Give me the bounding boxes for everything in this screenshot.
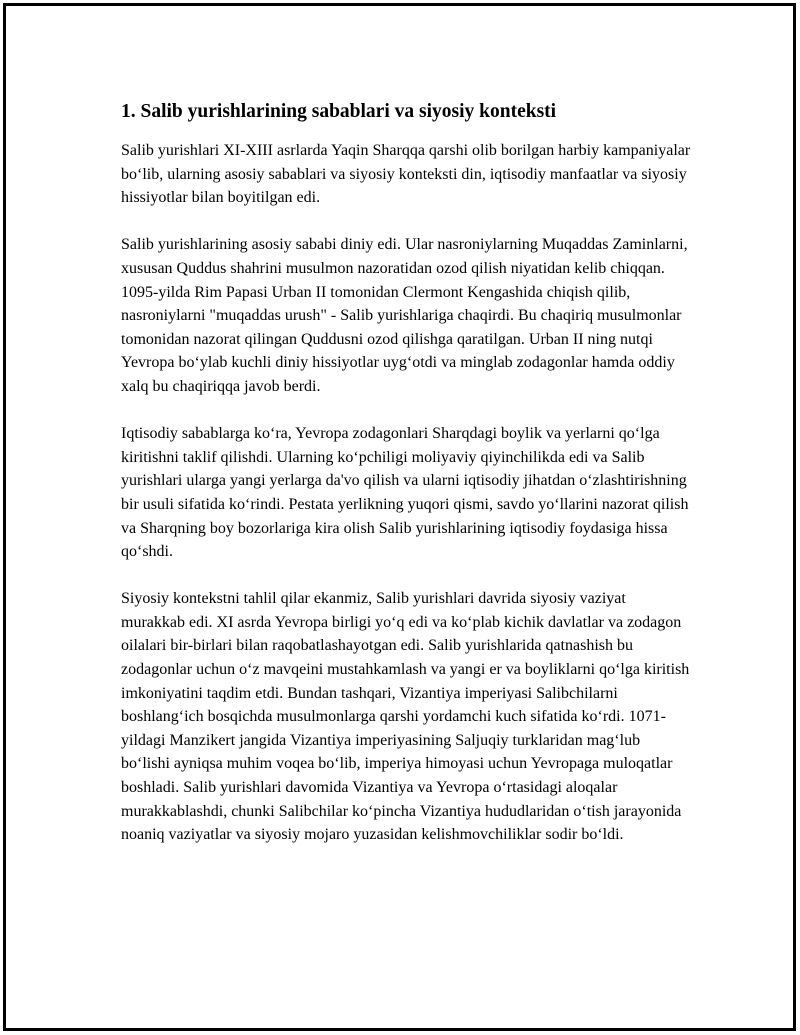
paragraph-political-context: Siyosiy kontekstni tahlil qilar ekanmiz, Salib yurishlari davrida siyosiy vaziyat murakkab edi. XI asrda Yevropa birligi yo‘q edi va ko‘plab kichik davlatlar va zodagon oilalari bir-birlari bilan raqobatlashayotgan edi. Salib yurishlarida qatnashish bu zodagonlar uchun o‘z mavqeini mustahkamlash va yangi er va boyliklarni qo‘lga kiritish imkoniyatini taqdim etdi. Bundan tashqari, Vizantiya imperiyasi Salibchilarni boshlang‘ich bosqichda musulmonlarga qarshi yordamchi kuch sifatida ko‘rdi. 1071-yildagi Manzikert jangida Vizantiya imperiyasining Saljuqiy turklaridan mag‘lub bo‘lishi ayniqsa muhim voqea bo‘lib, imperiya himoyasi uchun Yevropaga muloqatlar boshladi. Salib yurishlari davomida Vizantiya va Yevropa o‘rtasidagi aloqalar murakkablashdi, chunki Salibchilar ko‘pincha Vizantiya hududlaridan o‘tish jarayonida noaniq vaziyatlar va siyosiy mojaro yuzasidan kelishmovchiliklar sodir bo‘ldi. — [121, 590, 690, 844]
document-body — [121, 99, 691, 870]
paragraph-intro: Salib yurishlari XI-XIII asrlarda Yaqin Sharqqa qarshi olib borilgan harbiy kampaniyalar bo‘lib, ularning asosiy sabablari va siyosiy konteksti din, iqtisodiy manfaatlar va siyosiy hissiyotlar bilan boyitilgan edi. — [121, 142, 691, 207]
page-frame — [3, 3, 796, 1031]
section-heading: 1. Salib yurishlarining sabablari va siyosiy konteksti — [121, 101, 557, 122]
paragraph-economic-causes: Iqtisodiy sabablarga ko‘ra, Yevropa zodagonlari Sharqdagi boylik va yerlarni qo‘lga kiritishni taklif qilishdi. Ularning ko‘pchiligi moliyaviy qiyinchilikda edi va Salib yurishlari ularga yangi yerlarga da'vo qilish va ularni iqtisodiy jihatdan o‘zlashtirishning bir usuli sifatida ko‘rindi. Pestata yerlikning yuqori qismi, savdo yo‘llarini nazorat qilish va Sharqning boy bozorlariga kira olish Salib yurishlarining iqtisodiy foydasiga hissa qo‘shdi. — [121, 425, 689, 561]
paragraph-religious-causes: Salib yurishlarining asosiy sababi diniy edi. Ular nasroniylarning Muqaddas Zaminlarni, xususan Quddus shahrini musulmon nazoratidan ozod qilish niyatidan kelib chiqqan. 1095-yilda Rim Papasi Urban II tomonidan Clermont Kengashida chiqish qilib, nasroniylarni "muqaddas urush" - Salib yurishlariga chaqirdi. Bu chaqiriq musulmonlar tomonidan nazorat qilingan Quddusni ozod qilishga qaratilgan. Urban II ning nutqi Yevropa bo‘ylab kuchli diniy hissiyotlar uyg‘otdi va minglab zodagonlar hamda oddiy xalq bu chaqiriqqa javob berdi. — [121, 236, 688, 395]
